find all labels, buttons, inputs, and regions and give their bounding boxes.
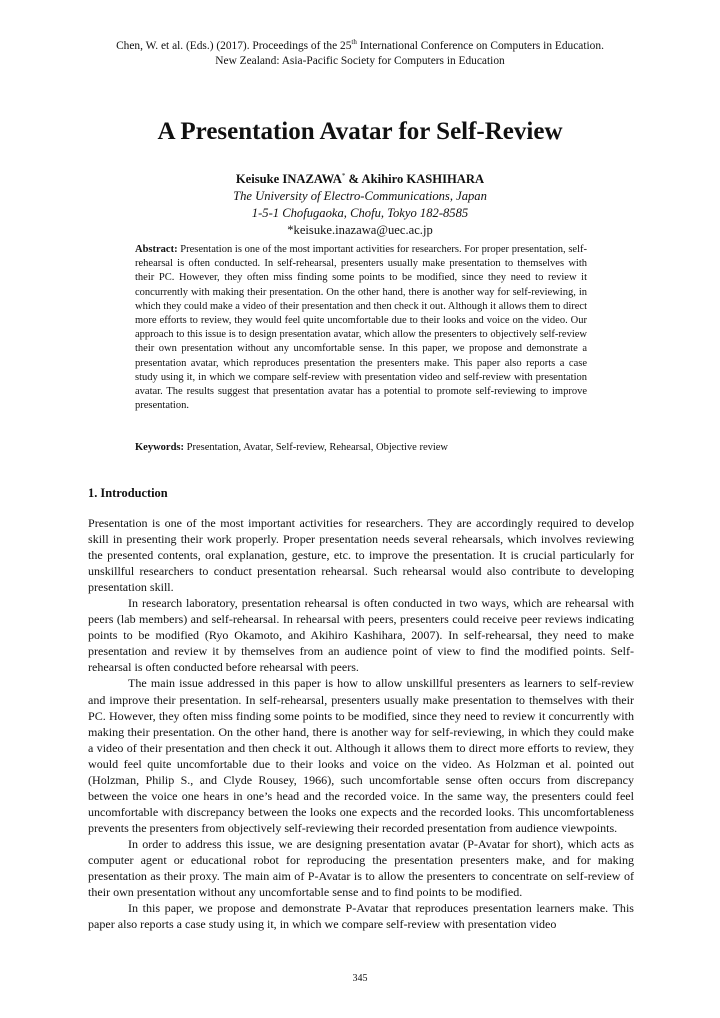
author-block [60,171,660,239]
keywords [135,441,587,455]
paper-title: A Presentation Avatar for Self-Review [157,118,563,145]
page-number: 345 [352,973,368,984]
paragraph-4: In order to address this issue, we are designing presentation avatar (P-Avatar for short), which acts as computer agent or educational robot for reproducing the presentation presenters make, and for making presentation as their proxy. The main aim of P-Avatar is to allow the presenters to concentrate on self-review of their own presentation without any uncomfortable sense and to find points to be modified. [88,836,634,900]
author-affiliation: The University of Electro-Communications, Japan [233,189,487,203]
introduction-body [88,515,634,932]
author-address: 1-5-1 Chofugaoka, Chofu, Tokyo 182-8585 [251,206,469,220]
keywords-label: Keywords: [135,442,184,453]
paragraph-3: The main issue addressed in this paper is how to allow unskillful presenters as learners to self-review and improve their presentation. In self-rehearsal, presenters usually make presentation to themselves with their PC. However, they often miss finding some points to be modified, since they need to review it concurrently with making their presentation. On the other hand, there is another way for self-reviewing, in which they could make a video of their presentation and then check it out. Although it allows them to direct more efforts to review, they would feel quite uncomfortable due to their looks and voice on the video. As Holzman et al. pointed out (Holzman, Philip S., and Clyde Rousey, 1966), such uncomfortable sense often occurs from discrepancy between the voice one hears in one’s head and the recorded voice. In the same way, the presenters could feel uncomfortable with discrepancy between the looks one expects and the recorded looks. This uncomfortableness prevents the presenters from objectively self-reviewing their recorded presentation from audience viewpoints. [88,676,634,835]
section-heading-introduction: 1. Introduction [88,486,168,500]
header-line-1: Chen, W. et al. (Eds.) (2017). Proceedings of the 25th International Conference on Computers in Education. [116,38,604,52]
abstract-label: Abstract: [135,244,178,255]
keywords-text: Presentation, Avatar, Self-review, Rehearsal, Objective review [186,442,449,453]
author-email: *keisuke.inazawa@uec.ac.jp [287,223,433,237]
paragraph-1: Presentation is one of the most important activities for researchers. They are accordingly required to develop skill in presenting their work properly. Proper presentation needs several rehearsals, which involves reviewing the presented contents, oral explanation, gesture, etc. to improve the presentation. It is crucial particularly for unskillful researchers to conduct presentation rehearsal. Such rehearsal would also contribute to developing presentation skill. [88,516,634,595]
author-names: Keisuke INAZAWA* & Akihiro KASHIHARA [235,171,485,186]
header-line-2: New Zealand: Asia-Pacific Society for Computers in Education [215,55,505,67]
paragraph-5: In this paper, we propose and demonstrate P-Avatar that reproduces presentation learners make. This paper also reports a case study using it, in which we compare self-review with presentation video [88,901,634,932]
proceedings-header [60,39,660,69]
abstract [135,243,587,413]
paragraph-2: In research laboratory, presentation rehearsal is often conducted in two ways, which are rehearsal with peers (lab members) and self-rehearsal. In rehearsal with peers, presenters could receive peer reviews indicating points to be modified (Ryo Okamoto, and Akihiro Kashihara, 2007). In self-rehearsal, they need to make presentation and review it by themselves from an audience point of view to find the modified points. Self-rehearsal is often conducted before rehearsal with peers. [88,596,634,675]
abstract-text: Presentation is one of the most important activities for researchers. For proper presentation, self-rehearsal is often conducted. In self-rehearsal, presenters usually make presentation to themselves with their PC. However, they often miss finding some points to be modified, since they need to review it concurrently with making their presentation. On the other hand, there is another way for self-reviewing, in which they could make a video of their presentation and then check it out. Although it allows them to direct more efforts to review, they would feel quite uncomfortable due to their looks and voice on the video. Our approach to this issue is to design presentation avatar, which allow the presenters to objectively self-review their own presentation without any uncomfortable sense. In this paper, we propose and demonstrate a presentation avatar, which reproduces presentation the presenters make. This paper also reports a case study using it, in which we compare self-review with presentation video and self-review with presentation avatar. The results suggest that presentation avatar has a potential to promote self-reviewing to improve presentation. [135,244,588,412]
